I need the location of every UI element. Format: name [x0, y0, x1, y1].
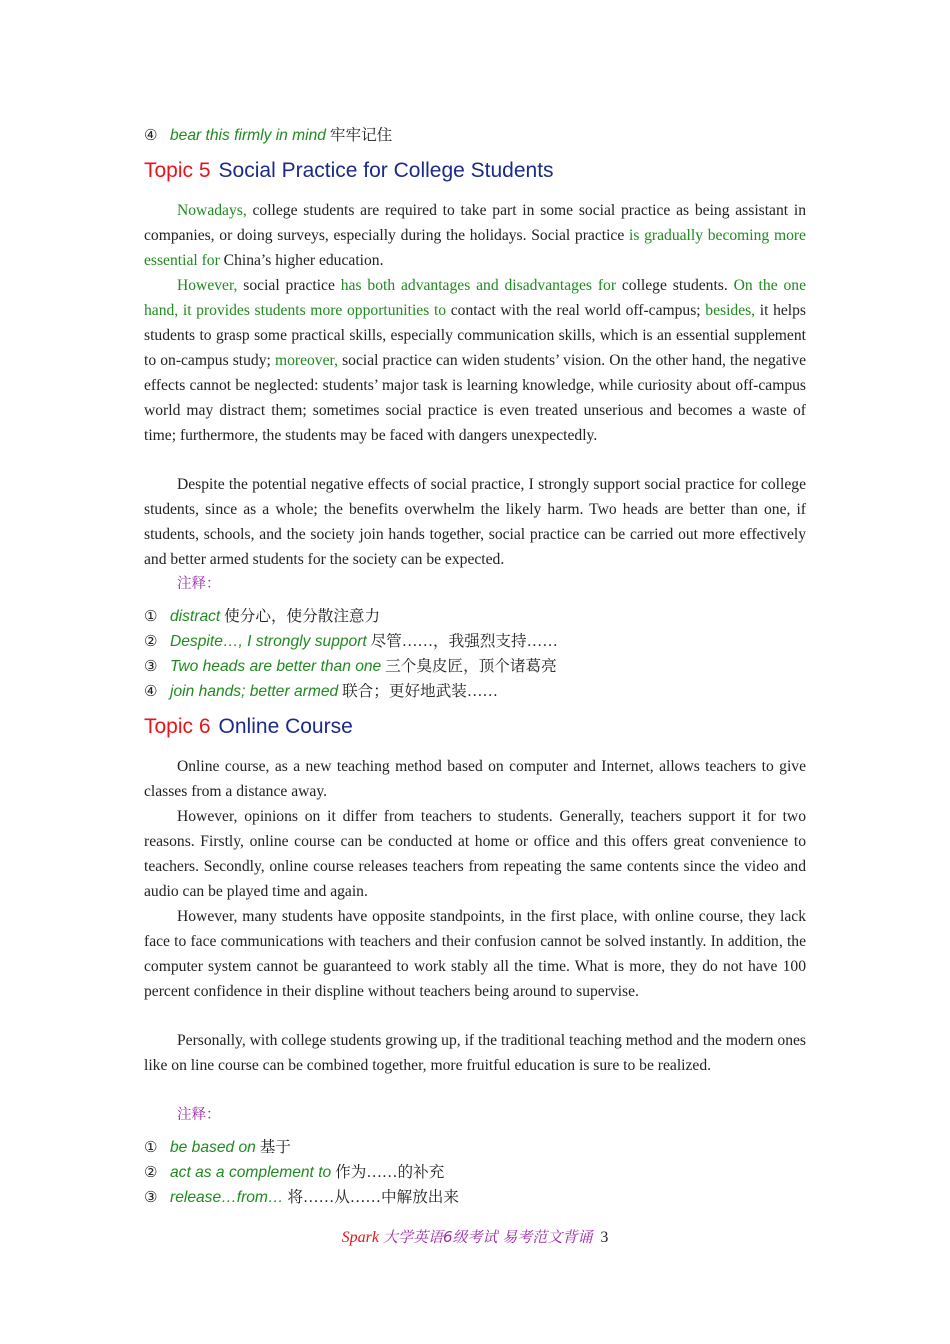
topic5-paragraph-3: Despite the potential negative effects of social practice, I strongly support social practice for college students, since as a whole; the benefits overwhelm the likely harm. Two heads are better than one, if students, schools, and the society join hands together, social practice can be carried out more effectively and better armed students for the society can be expected. — [144, 476, 806, 568]
topic6-paragraph-2: However, opinions on it differ from teachers to students. Generally, teachers support it for two reasons. Firstly, online course can be conducted at home or office and this offers great convenience to teachers. Secondly, online course releases teachers from repeating the same contents since the video and audio can be played time and again. — [144, 808, 806, 900]
note-item — [144, 629, 558, 654]
topic6-paragraph-4: Personally, with college students growing up, if the traditional teaching method and the modern ones like on line course can be combined together, more fruitful education is sure to be realized. — [144, 1032, 806, 1074]
note-translation: 将……从……中解放出来 — [287, 1189, 459, 1206]
highlighted-phrase: is gradually becoming more essential for — [144, 227, 806, 269]
note-term: distract — [170, 608, 221, 625]
paragraph-text: college students are required to take part in some social practice as being assistant in companies, or doing surveys, especially during the holidays. Social practice — [144, 202, 806, 244]
note-translation: 联合；更好地武装…… — [342, 683, 499, 700]
note-number: ④ — [144, 126, 158, 144]
note-term: act as a complement to — [170, 1164, 332, 1181]
topic6-paragraph-3: However, many students have opposite standpoints, in the first place, with online course, they lack face to face communications with teachers and their confusion cannot be solved instantly. In addition, the computer system cannot be guaranteed to work stably all the time. What is more, they do not have 100 percent confidence in their displine without teachers being around to supervise. — [144, 908, 806, 1000]
paragraph-text: contact with the real world off-campus; — [446, 302, 706, 319]
topic-title: Social Practice for College Students — [218, 159, 554, 182]
highlighted-phrase: On the one hand, it provides students more opportunities to — [144, 277, 806, 319]
note-number: ① — [144, 607, 158, 625]
notes-label: 注释： — [177, 1107, 221, 1123]
highlighted-phrase: besides, — [705, 302, 756, 319]
topic5-paragraph-2 — [144, 273, 806, 448]
topic5-paragraph-1 — [144, 198, 806, 273]
highlighted-phrase: has both advantages and disadvantages for — [340, 277, 617, 294]
paragraph-text: it helps students to grasp some practical skills, especially communication skills, which is an essential supplement to on-campus study; — [144, 302, 806, 369]
note-item — [144, 604, 380, 629]
note-item — [144, 654, 557, 679]
highlighted-phrase: However, — [177, 277, 238, 294]
note-translation: 尽管……，我强烈支持…… — [370, 633, 558, 650]
note-number: ② — [144, 1163, 158, 1181]
topic5-heading — [144, 159, 554, 183]
note-translation: 三个臭皮匠，顶个诸葛亮 — [385, 658, 557, 675]
note-item — [144, 123, 392, 148]
paragraph-text: social practice — [237, 277, 341, 294]
note-item — [144, 679, 498, 704]
note-number: ① — [144, 1138, 158, 1156]
paragraph-text: China’s higher education. — [219, 252, 384, 269]
page-footer — [0, 1226, 950, 1247]
topic-number: Topic 6 — [144, 715, 211, 738]
note-number: ④ — [144, 682, 158, 700]
paragraph-text: college students. — [616, 277, 734, 294]
highlighted-phrase: moreover, — [274, 352, 338, 369]
topic-number: Topic 5 — [144, 159, 211, 182]
topic-title: Online Course — [218, 715, 353, 738]
note-translation: 使分心，使分散注意力 — [224, 608, 381, 625]
footer-brand: Spark — [341, 1229, 379, 1246]
paragraph-text: social practice can widen students’ vision. On the other hand, the negative effects cannot be neglected: students’ major task is learning knowledge, while curiosity about off-campus world may distract them; sometimes social practice is even treated unserious and becomes a waste of time; furthermore, the students may be faced with dangers unexpectedly. — [144, 352, 806, 444]
note-number: ② — [144, 632, 158, 650]
footer-title: 大学英语6级考试 易考范文背诵 — [383, 1228, 593, 1246]
note-term: release…from… — [170, 1189, 284, 1206]
note-term: Two heads are better than one — [170, 658, 382, 675]
topic6-heading — [144, 715, 353, 739]
note-term: be based on — [170, 1139, 256, 1156]
note-item — [144, 1135, 291, 1160]
note-number: ③ — [144, 657, 158, 675]
notes-label: 注释： — [177, 576, 221, 592]
note-translation: 基于 — [259, 1139, 291, 1156]
note-term: join hands; better armed — [170, 683, 339, 700]
page-number: 3 — [600, 1229, 609, 1246]
note-translation: 作为……的补充 — [335, 1164, 445, 1181]
topic6-paragraph-1: Online course, as a new teaching method based on computer and Internet, allows teachers to give classes from a distance away. — [144, 758, 806, 800]
note-translation: 牢牢记住 — [329, 127, 393, 144]
note-term: bear this firmly in mind — [170, 127, 326, 144]
note-item — [144, 1160, 444, 1185]
note-number: ③ — [144, 1188, 158, 1206]
note-item — [144, 1185, 459, 1210]
note-term: Despite…, I strongly support — [170, 633, 367, 650]
highlighted-phrase: Nowadays, — [177, 202, 247, 219]
